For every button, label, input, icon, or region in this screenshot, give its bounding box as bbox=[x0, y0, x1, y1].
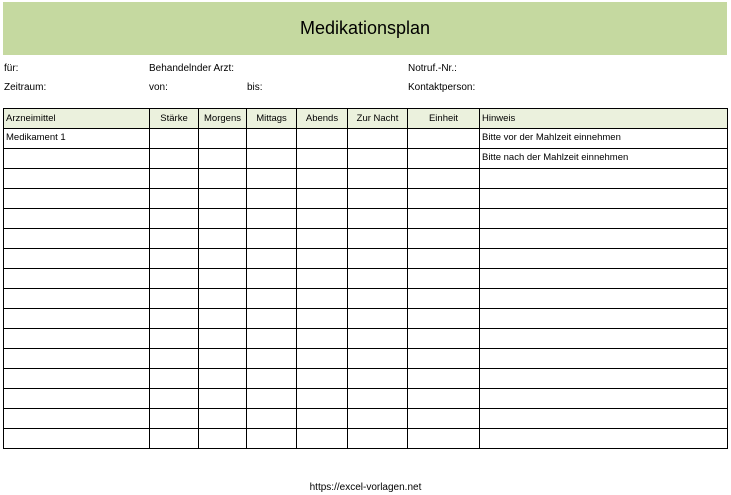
table-cell[interactable] bbox=[199, 429, 247, 449]
table-cell[interactable]: Bitte vor der Mahlzeit einnehmen bbox=[480, 129, 728, 149]
table-cell[interactable] bbox=[199, 169, 247, 189]
table-cell[interactable] bbox=[247, 309, 297, 329]
table-cell[interactable] bbox=[150, 389, 199, 409]
table-cell[interactable] bbox=[408, 349, 480, 369]
table-cell[interactable] bbox=[297, 249, 348, 269]
column-header-hinweis: Hinweis bbox=[480, 109, 728, 129]
label-fuer: für: bbox=[4, 63, 19, 74]
table-cell[interactable] bbox=[297, 129, 348, 149]
table-row bbox=[4, 309, 728, 329]
table-cell[interactable] bbox=[480, 389, 728, 409]
table-cell[interactable] bbox=[150, 229, 199, 249]
table-cell[interactable] bbox=[480, 229, 728, 249]
label-von: von: bbox=[149, 82, 168, 93]
table-cell[interactable] bbox=[150, 149, 199, 169]
table-cell[interactable] bbox=[348, 149, 408, 169]
column-header-einheit: Einheit bbox=[408, 109, 480, 129]
table-cell[interactable] bbox=[150, 249, 199, 269]
table-row bbox=[4, 169, 728, 189]
table-cell[interactable] bbox=[247, 249, 297, 269]
table-cell[interactable] bbox=[348, 349, 408, 369]
medication-table bbox=[3, 108, 728, 449]
table-cell[interactable] bbox=[480, 249, 728, 269]
label-kontaktperson: Kontaktperson: bbox=[408, 82, 476, 93]
table-cell[interactable] bbox=[480, 269, 728, 289]
table-cell[interactable] bbox=[408, 129, 480, 149]
table-cell[interactable] bbox=[4, 189, 150, 209]
table-cell[interactable] bbox=[297, 149, 348, 169]
table-cell[interactable] bbox=[199, 329, 247, 349]
table-cell[interactable] bbox=[150, 349, 199, 369]
table-cell[interactable] bbox=[4, 289, 150, 309]
column-header-morgens: Morgens bbox=[199, 109, 247, 129]
table-cell[interactable] bbox=[4, 309, 150, 329]
table-cell[interactable] bbox=[408, 209, 480, 229]
column-header-arzneimittel: Arzneimittel bbox=[4, 109, 150, 129]
table-cell[interactable] bbox=[199, 149, 247, 169]
table-cell[interactable] bbox=[199, 409, 247, 429]
table-cell[interactable] bbox=[199, 389, 247, 409]
table-row bbox=[4, 129, 728, 149]
table-cell[interactable] bbox=[408, 249, 480, 269]
table-cell[interactable] bbox=[480, 289, 728, 309]
table-cell[interactable] bbox=[247, 349, 297, 369]
table-cell[interactable] bbox=[247, 369, 297, 389]
table-cell[interactable] bbox=[297, 409, 348, 429]
table-cell[interactable] bbox=[348, 269, 408, 289]
table-cell[interactable] bbox=[150, 169, 199, 189]
table-cell[interactable] bbox=[247, 329, 297, 349]
table-cell[interactable] bbox=[348, 409, 408, 429]
table-cell[interactable] bbox=[4, 389, 150, 409]
table-cell[interactable] bbox=[348, 369, 408, 389]
table-cell[interactable] bbox=[297, 229, 348, 249]
table-cell[interactable] bbox=[348, 229, 408, 249]
table-cell[interactable] bbox=[408, 289, 480, 309]
table-cell[interactable] bbox=[247, 409, 297, 429]
label-behandelnder-arzt: Behandelnder Arzt: bbox=[149, 63, 235, 74]
table-cell[interactable] bbox=[480, 169, 728, 189]
table-cell[interactable] bbox=[199, 289, 247, 309]
table-cell[interactable] bbox=[408, 369, 480, 389]
page-title: Medikationsplan bbox=[299, 18, 431, 38]
table-cell[interactable] bbox=[247, 269, 297, 289]
table-cell[interactable] bbox=[348, 289, 408, 309]
table-cell[interactable] bbox=[297, 309, 348, 329]
table-row bbox=[4, 209, 728, 229]
table-cell[interactable]: Medikament 1 bbox=[4, 129, 150, 149]
table-row bbox=[4, 269, 728, 289]
table-cell[interactable] bbox=[247, 229, 297, 249]
table-header-row bbox=[4, 109, 728, 129]
column-header-staerke: Stärke bbox=[150, 109, 199, 129]
table-cell[interactable] bbox=[480, 369, 728, 389]
table-cell[interactable] bbox=[480, 329, 728, 349]
footer-url: https://excel-vorlagen.net bbox=[309, 482, 422, 493]
table-cell[interactable] bbox=[297, 389, 348, 409]
table-cell[interactable] bbox=[4, 349, 150, 369]
table-cell[interactable] bbox=[199, 209, 247, 229]
table-row bbox=[4, 369, 728, 389]
table-cell[interactable] bbox=[199, 309, 247, 329]
table-cell[interactable] bbox=[199, 129, 247, 149]
column-header-mittags: Mittags bbox=[247, 109, 297, 129]
table-cell[interactable] bbox=[480, 209, 728, 229]
column-header-abends: Abends bbox=[297, 109, 348, 129]
table-row bbox=[4, 349, 728, 369]
table-cell[interactable] bbox=[199, 189, 247, 209]
table-cell[interactable] bbox=[150, 269, 199, 289]
table-cell[interactable] bbox=[199, 349, 247, 369]
table-cell[interactable] bbox=[199, 249, 247, 269]
label-zeitraum: Zeitraum: bbox=[4, 82, 47, 93]
table-cell[interactable] bbox=[348, 249, 408, 269]
table-cell[interactable] bbox=[480, 429, 728, 449]
column-header-zur-nacht: Zur Nacht bbox=[348, 109, 408, 129]
table-cell[interactable] bbox=[247, 189, 297, 209]
table-cell[interactable] bbox=[297, 329, 348, 349]
table-cell[interactable] bbox=[348, 429, 408, 449]
table-cell[interactable] bbox=[408, 189, 480, 209]
table-cell[interactable] bbox=[150, 409, 199, 429]
table-cell[interactable] bbox=[408, 429, 480, 449]
table-cell[interactable] bbox=[297, 189, 348, 209]
table-cell[interactable] bbox=[480, 309, 728, 329]
table-cell[interactable] bbox=[408, 269, 480, 289]
table-cell[interactable] bbox=[4, 429, 150, 449]
table-cell[interactable] bbox=[348, 209, 408, 229]
label-bis: bis: bbox=[247, 82, 263, 93]
table-cell[interactable] bbox=[348, 329, 408, 349]
table-cell[interactable] bbox=[348, 389, 408, 409]
table-cell[interactable] bbox=[480, 189, 728, 209]
table-cell[interactable] bbox=[297, 289, 348, 309]
table-cell[interactable] bbox=[247, 429, 297, 449]
table-cell[interactable] bbox=[150, 369, 199, 389]
table-cell[interactable] bbox=[297, 349, 348, 369]
table-cell[interactable] bbox=[480, 349, 728, 369]
table-cell[interactable] bbox=[4, 249, 150, 269]
table-cell[interactable] bbox=[297, 429, 348, 449]
table-row bbox=[4, 189, 728, 209]
table-cell[interactable] bbox=[297, 169, 348, 189]
table-cell[interactable] bbox=[4, 209, 150, 229]
table-row bbox=[4, 409, 728, 429]
table-cell[interactable] bbox=[4, 149, 150, 169]
table-row bbox=[4, 329, 728, 349]
table-row bbox=[4, 289, 728, 309]
table-cell[interactable] bbox=[150, 329, 199, 349]
table-cell[interactable] bbox=[408, 169, 480, 189]
table-cell[interactable] bbox=[247, 149, 297, 169]
table-cell[interactable] bbox=[348, 129, 408, 149]
table-cell[interactable]: Bitte nach der Mahlzeit einnehmen bbox=[480, 149, 728, 169]
table-cell[interactable] bbox=[408, 389, 480, 409]
table-row bbox=[4, 429, 728, 449]
table-cell[interactable] bbox=[247, 169, 297, 189]
table-cell[interactable] bbox=[348, 169, 408, 189]
table-row bbox=[4, 389, 728, 409]
table-cell[interactable] bbox=[150, 189, 199, 209]
table-cell[interactable] bbox=[199, 369, 247, 389]
table-cell[interactable] bbox=[408, 309, 480, 329]
table-cell[interactable] bbox=[150, 309, 199, 329]
table-row bbox=[4, 249, 728, 269]
table-cell[interactable] bbox=[150, 429, 199, 449]
table-cell[interactable] bbox=[297, 369, 348, 389]
table-cell[interactable] bbox=[247, 129, 297, 149]
table-cell[interactable] bbox=[408, 229, 480, 249]
table-cell[interactable] bbox=[408, 329, 480, 349]
table-cell[interactable] bbox=[4, 329, 150, 349]
table-cell[interactable] bbox=[150, 209, 199, 229]
table-row bbox=[4, 229, 728, 249]
table-cell[interactable] bbox=[150, 289, 199, 309]
table-row bbox=[4, 149, 728, 169]
table-cell[interactable] bbox=[408, 409, 480, 429]
table-cell[interactable] bbox=[348, 189, 408, 209]
title-banner bbox=[3, 2, 727, 55]
table-cell[interactable] bbox=[4, 229, 150, 249]
table-cell[interactable] bbox=[4, 409, 150, 429]
table-cell[interactable] bbox=[199, 229, 247, 249]
table-cell[interactable] bbox=[4, 269, 150, 289]
table-cell[interactable] bbox=[199, 269, 247, 289]
table-cell[interactable] bbox=[297, 269, 348, 289]
table-cell[interactable] bbox=[247, 289, 297, 309]
table-cell[interactable] bbox=[247, 209, 297, 229]
table-cell[interactable] bbox=[348, 309, 408, 329]
table-cell[interactable] bbox=[480, 409, 728, 429]
table-cell[interactable] bbox=[297, 209, 348, 229]
table-cell[interactable] bbox=[4, 369, 150, 389]
table-cell[interactable] bbox=[4, 169, 150, 189]
table-cell[interactable] bbox=[408, 149, 480, 169]
table-cell[interactable] bbox=[247, 389, 297, 409]
table-cell[interactable] bbox=[150, 129, 199, 149]
label-notruf-nr: Notruf.-Nr.: bbox=[408, 63, 457, 74]
